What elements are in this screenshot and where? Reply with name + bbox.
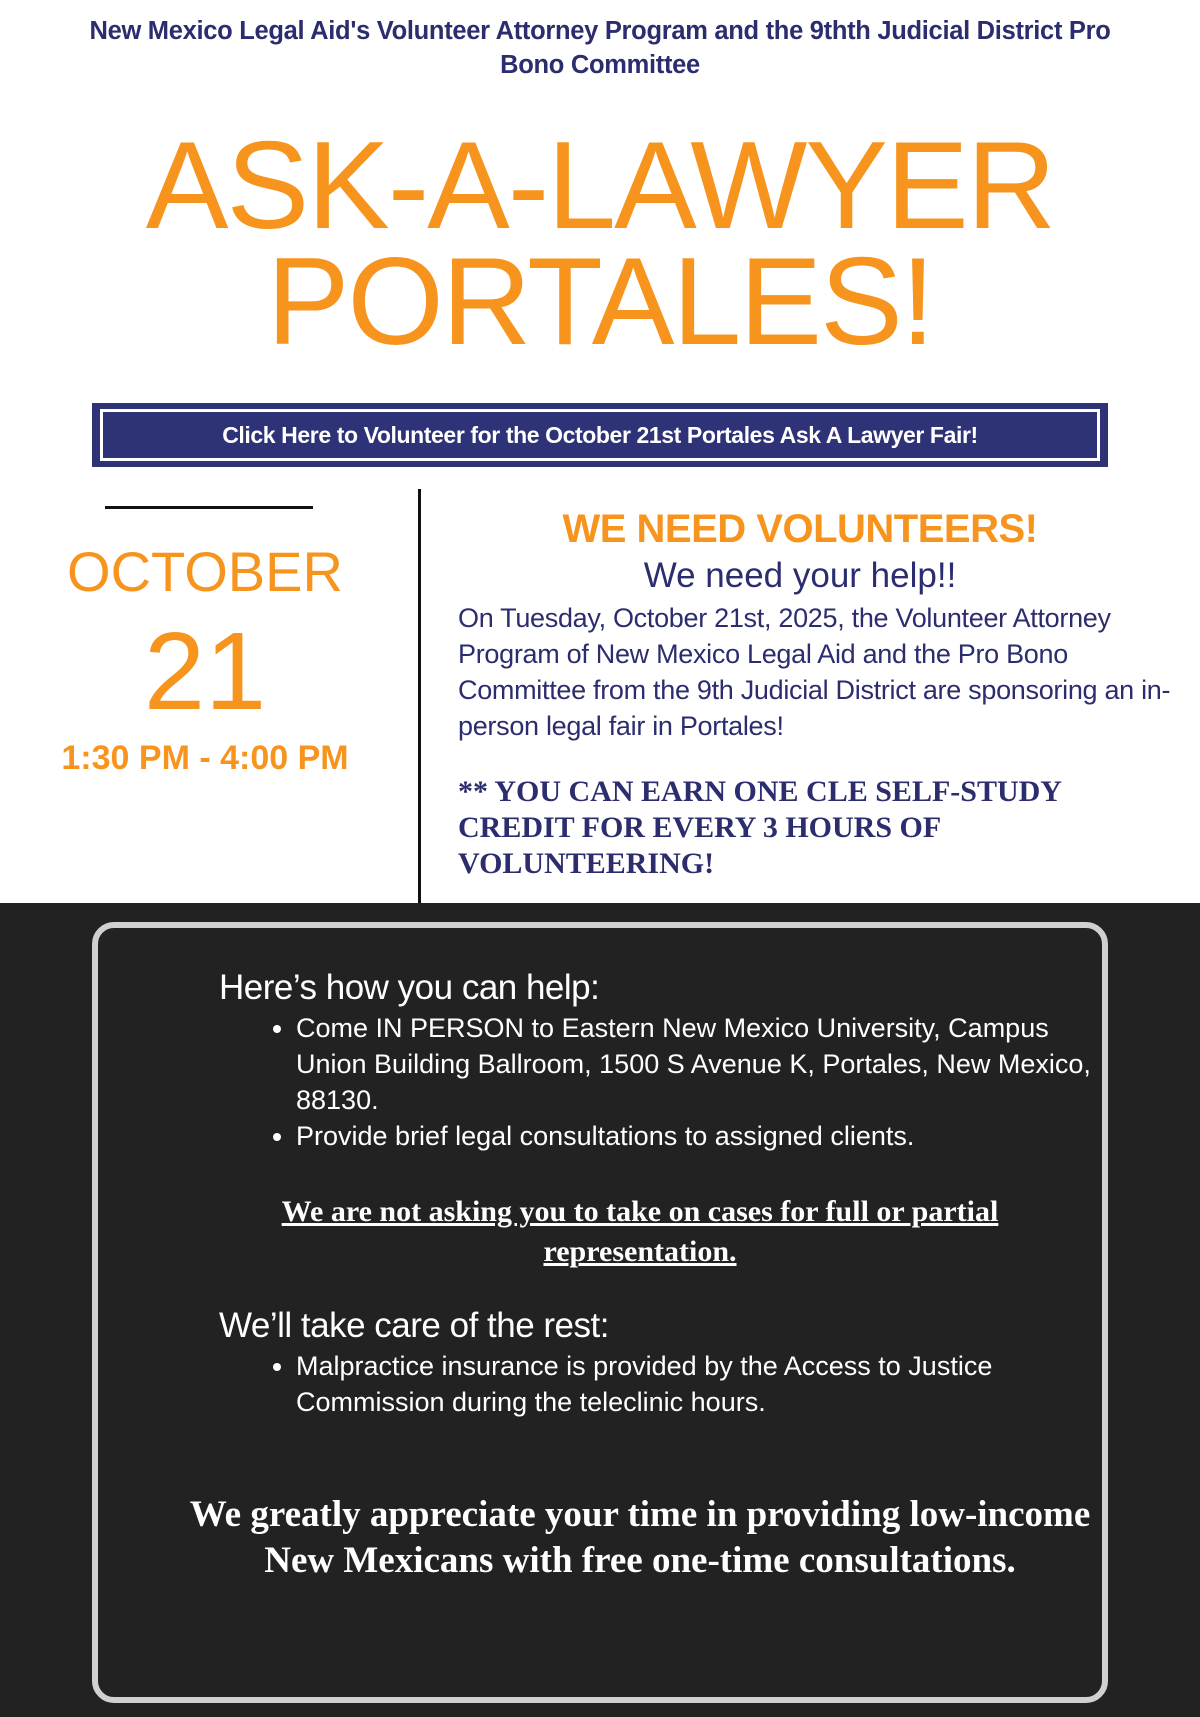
not-asking-note: We are not asking you to take on cases for full or partial representation. xyxy=(281,1195,999,1268)
volunteers-heading: WE NEED VOLUNTEERS! xyxy=(562,507,1038,551)
list-item: • Malpractice insurance is provided by the Access to Justice Commission during the teleclinic hours. xyxy=(296,1348,1096,1420)
volunteers-subheading: We need your help!! xyxy=(643,556,957,595)
how-to-help-list xyxy=(260,1010,1096,1154)
thanks-message: We greatly appreciate your time in providing low-income New Mexicans with free one-time consultations. xyxy=(189,1494,1091,1581)
volunteer-link-button[interactable] xyxy=(92,403,1108,467)
event-month: OCTOBER xyxy=(67,540,343,603)
column-divider xyxy=(418,489,421,903)
rest-title: We’ll take care of the rest: xyxy=(219,1306,609,1345)
list-item: • Come IN PERSON to Eastern New Mexico University, Campus Union Building Ballroom, 1500 S Avenue K, Portales, New Mexico, 88130. xyxy=(296,1010,1096,1118)
event-time: 1:30 PM - 4:00 PM xyxy=(61,739,349,777)
event-day: 21 xyxy=(143,610,267,733)
rest-list xyxy=(260,1348,1096,1420)
organization-line: New Mexico Legal Aid's Volunteer Attorney Program and the 9thth Judicial District Pro Bono Committee xyxy=(89,17,1111,79)
how-to-help-title: Here’s how you can help: xyxy=(219,968,600,1007)
event-description: On Tuesday, October 21st, 2025, the Volunteer Attorney Program of New Mexico Legal Aid and the Pro Bono Committee from the 9th Judicial District are sponsoring an in-person legal fair in Portales! xyxy=(458,603,1171,741)
cle-credit-note: ** YOU CAN EARN ONE CLE SELF-STUDY CREDIT FOR EVERY 3 HOURS OF VOLUNTEERING! xyxy=(458,775,1061,880)
volunteer-link-label: Click Here to Volunteer for the October 21st Portales Ask A Lawyer Fair! xyxy=(222,421,978,448)
date-divider xyxy=(105,506,313,509)
headline-ask-a-lawyer: ASK-A-LAWYER xyxy=(145,117,1055,255)
headline-portales: PORTALES! xyxy=(266,233,934,371)
list-item: • Provide brief legal consultations to assigned clients. xyxy=(296,1118,1096,1154)
